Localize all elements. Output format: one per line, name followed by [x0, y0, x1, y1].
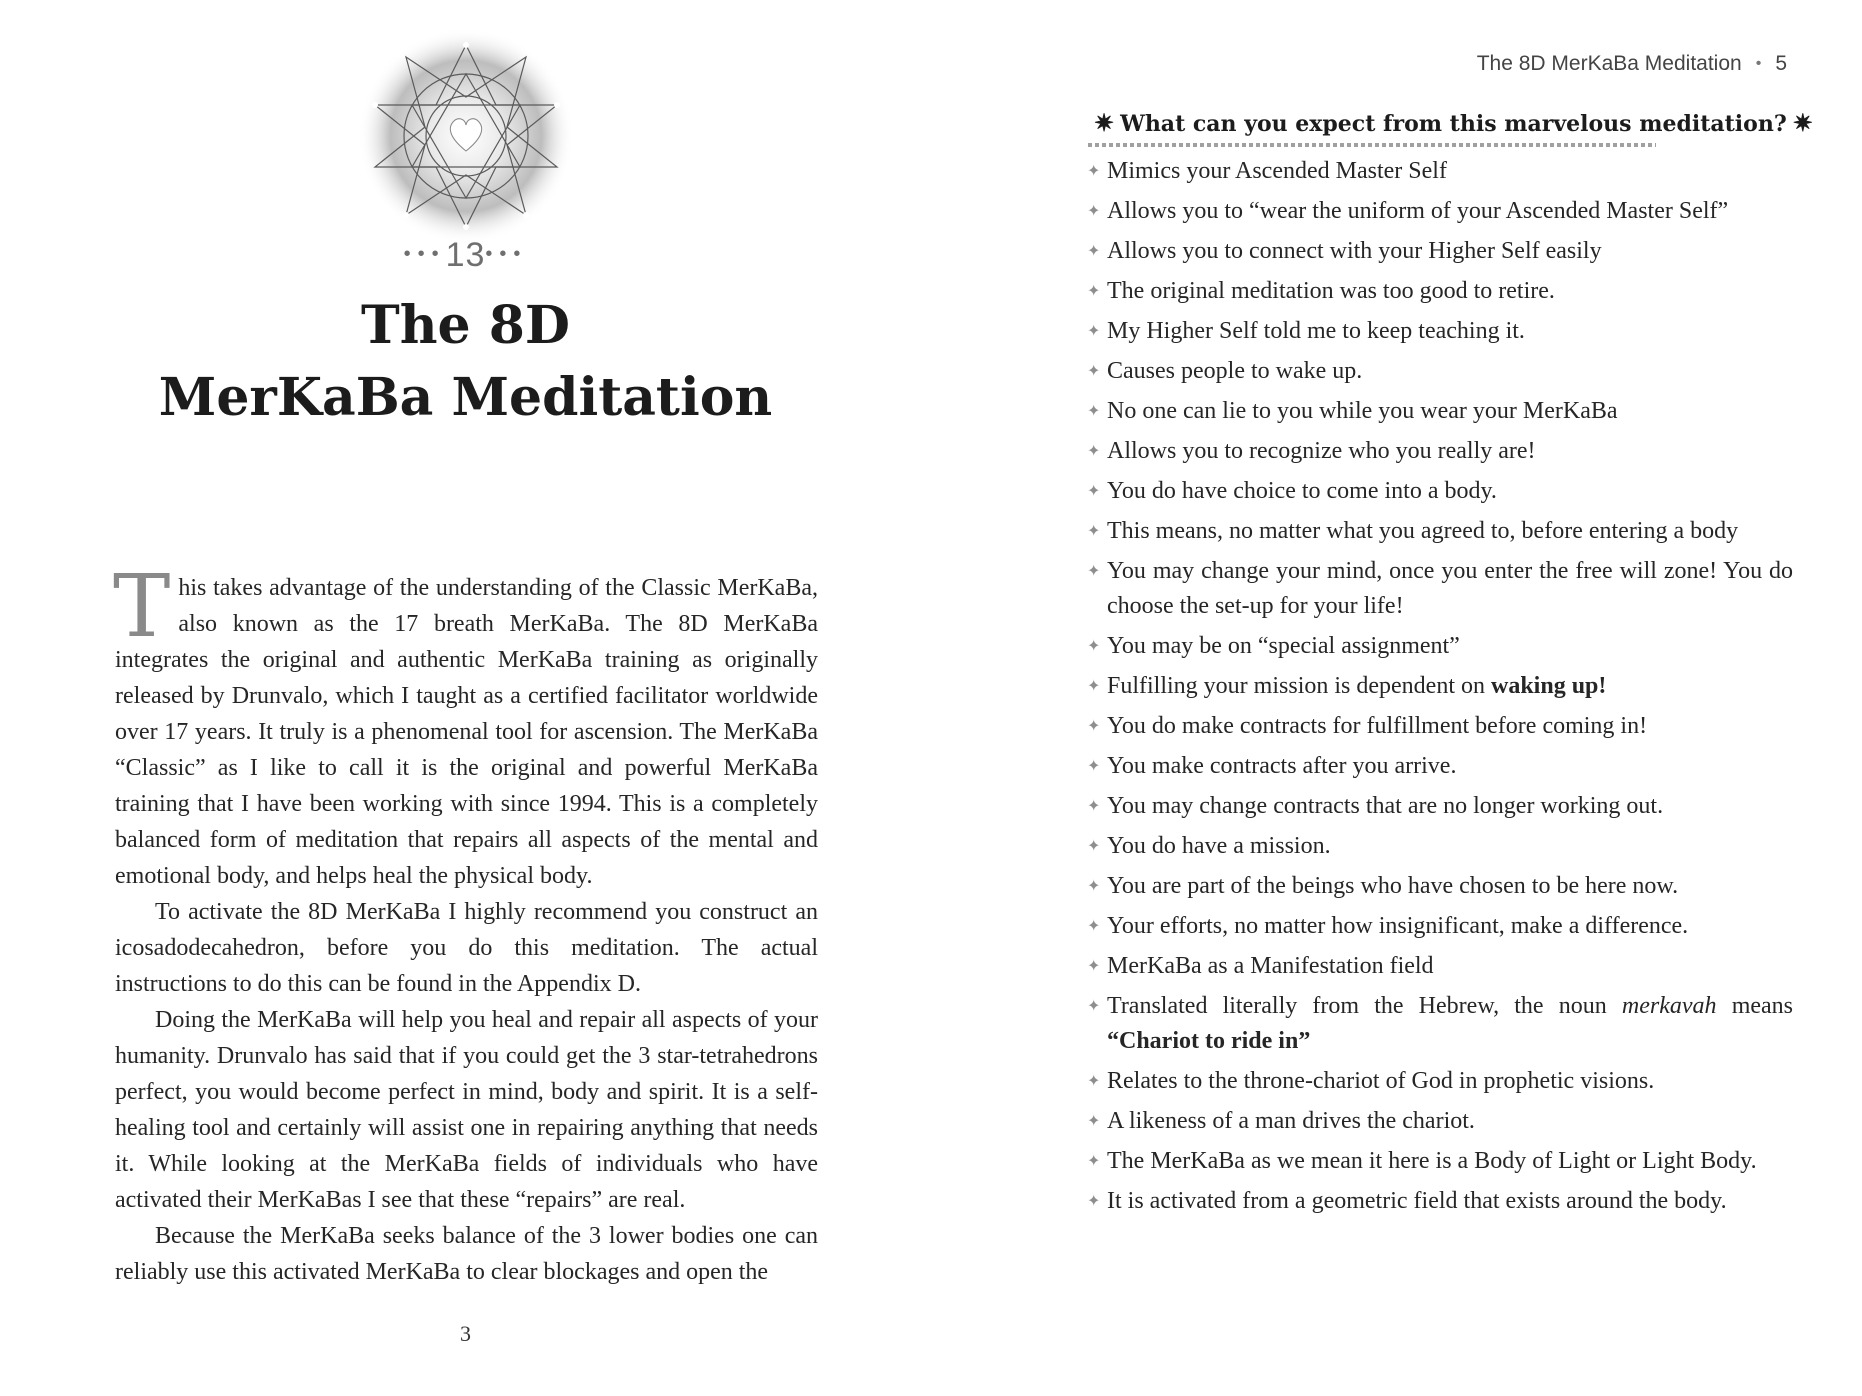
expectations-list	[1085, 154, 1793, 1224]
four-point-star-bullet-icon: ✦	[1087, 878, 1101, 895]
four-point-star-bullet-icon: ✦	[1087, 1113, 1101, 1130]
four-point-star-bullet-icon: ✦	[1087, 163, 1101, 180]
list-item: ✦ My Higher Self told me to keep teaching it.	[1085, 314, 1793, 349]
list-item: ✦ Fulfilling your mission is dependent on waking up!	[1085, 669, 1793, 704]
list-item: ✦ No one can lie to you while you wear your MerKaBa	[1085, 394, 1793, 429]
chapter-number: •••13•••	[403, 236, 528, 274]
list-item: ✦ You do have a mission.	[1085, 829, 1793, 864]
list-item: ✦ It is activated from a geometric field that exists around the body.	[1085, 1184, 1793, 1219]
four-point-star-bullet-icon: ✦	[1087, 958, 1101, 975]
four-point-star-bullet-icon: ✦	[1087, 1073, 1101, 1090]
list-item: ✦ Relates to the throne-chariot of God in prophetic visions.	[1085, 1064, 1793, 1099]
list-item: ✦ The original meditation was too good to retire.	[1085, 274, 1793, 309]
four-point-star-bullet-icon: ✦	[1087, 678, 1101, 695]
paragraph-1: This takes advantage of the understanding of the Classic MerKaBa, also known as the 17 breath MerKaBa. The 8D MerKaBa integrates the original and authentic MerKaBa training as originally released by Drunvalo, which I taught as a certified facilitator worldwide over 17 years. It truly is a phenomenal tool for ascension. The MerKaBa “Classic” as I like to call it is the original and powerful MerKaBa training that I have been working with since 1994. This is a completely balanced form of meditation that repairs all aspects of the mental and emotional body, and helps heal the physical body.	[113, 557, 818, 889]
four-point-star-bullet-icon: ✦	[1087, 758, 1101, 775]
dots-decoration-icon: •••	[403, 243, 446, 265]
list-item: ✦ This means, no matter what you agreed to, before entering a body	[1085, 514, 1793, 549]
list-item: ✦ You may change your mind, once you enter the free will zone! You do choose the set-up for your life!	[1085, 554, 1793, 624]
list-item: ✦ You may be on “special assignment”	[1085, 629, 1793, 664]
list-item: ✦ A likeness of a man drives the chariot.	[1085, 1104, 1793, 1139]
drop-cap: T	[113, 557, 171, 657]
starburst-icon: ✷	[1094, 108, 1115, 137]
paragraph-4: Because the MerKaBa seeks balance of the 3 lower bodies one can reliably use this activated MerKaBa to clear blockages and open the	[115, 1223, 818, 1285]
running-head-title: The 8D MerKaBa Meditation	[1476, 52, 1742, 75]
four-point-star-bullet-icon: ✦	[1087, 998, 1101, 1015]
list-item: ✦ MerKaBa as a Manifestation field	[1085, 949, 1793, 984]
page-number-left: 3	[460, 1321, 471, 1346]
four-point-star-bullet-icon: ✦	[1087, 563, 1101, 580]
four-point-star-bullet-icon: ✦	[1087, 403, 1101, 420]
sacred-geometry-heart-emblem-icon	[355, 25, 577, 247]
four-point-star-bullet-icon: ✦	[1087, 918, 1101, 935]
four-point-star-bullet-icon: ✦	[1087, 1193, 1101, 1210]
list-item: ✦ Your efforts, no matter how insignificant, make a difference.	[1085, 909, 1793, 944]
four-point-star-bullet-icon: ✦	[1087, 798, 1101, 815]
list-item: ✦ Allows you to “wear the uniform of your Ascended Master Self”	[1085, 194, 1793, 229]
four-point-star-bullet-icon: ✦	[1087, 838, 1101, 855]
list-item: ✦ You do make contracts for fulfillment before coming in!	[1085, 709, 1793, 744]
page-number-right: 5	[1775, 52, 1787, 75]
chapter-title-line1: The 8D	[361, 295, 570, 356]
dots-decoration-icon: •••	[485, 243, 528, 265]
chapter-title	[0, 290, 931, 434]
four-point-star-bullet-icon: ✦	[1087, 283, 1101, 300]
four-point-star-bullet-icon: ✦	[1087, 1153, 1101, 1170]
starburst-icon: ✷	[1792, 108, 1813, 137]
list-item: ✦ Mimics your Ascended Master Self	[1085, 154, 1793, 189]
list-item: ✦ You do have choice to come into a body.	[1085, 474, 1793, 509]
four-point-star-bullet-icon: ✦	[1087, 363, 1101, 380]
right-page	[931, 0, 1862, 1396]
list-item: ✦ Translated literally from the Hebrew, the noun merkavah means “Chariot to ride in”	[1085, 989, 1793, 1059]
paragraph-3: Doing the MerKaBa will help you heal and repair all aspects of your humanity. Drunvalo has said that if you could get the 3 star-tetrahedrons perfect, you would become perfect in mind, body and spirit. It is a self-healing tool and certainly will assist one in repairing anything that needs it. While looking at the MerKaBa fields of individuals who have activated their MerKaBas I see that these “repairs” are real.	[115, 1007, 818, 1213]
chapter-title-line2: MerKaBa Meditation	[158, 367, 773, 428]
paragraph-2: To activate the 8D MerKaBa I highly recommend you construct an icosadodecahedron, before you do this meditation. The actual instructions to do this can be found in the Appendix D.	[115, 899, 818, 997]
dotted-rule-divider	[1088, 143, 1656, 147]
four-point-star-bullet-icon: ✦	[1087, 443, 1101, 460]
running-head	[1477, 52, 1787, 76]
chapter-body-text	[113, 557, 818, 1290]
section-heading: ✷ What can you expect from this marvelous meditation? ✷	[1094, 108, 1813, 137]
list-item: ✦ The MerKaBa as we mean it here is a Body of Light or Light Body.	[1085, 1144, 1793, 1179]
four-point-star-bullet-icon: ✦	[1087, 638, 1101, 655]
list-item: ✦ Allows you to connect with your Higher Self easily	[1085, 234, 1793, 269]
list-item: ✦ You are part of the beings who have chosen to be here now.	[1085, 869, 1793, 904]
bullet-separator-icon: •	[1755, 55, 1762, 72]
list-item: ✦ Causes people to wake up.	[1085, 354, 1793, 389]
list-item: ✦ You make contracts after you arrive.	[1085, 749, 1793, 784]
list-item: ✦ Allows you to recognize who you really are!	[1085, 434, 1793, 469]
list-item: ✦ You may change contracts that are no longer working out.	[1085, 789, 1793, 824]
four-point-star-bullet-icon: ✦	[1087, 483, 1101, 500]
four-point-star-bullet-icon: ✦	[1087, 718, 1101, 735]
four-point-star-bullet-icon: ✦	[1087, 523, 1101, 540]
four-point-star-bullet-icon: ✦	[1087, 203, 1101, 220]
four-point-star-bullet-icon: ✦	[1087, 323, 1101, 340]
four-point-star-bullet-icon: ✦	[1087, 243, 1101, 260]
